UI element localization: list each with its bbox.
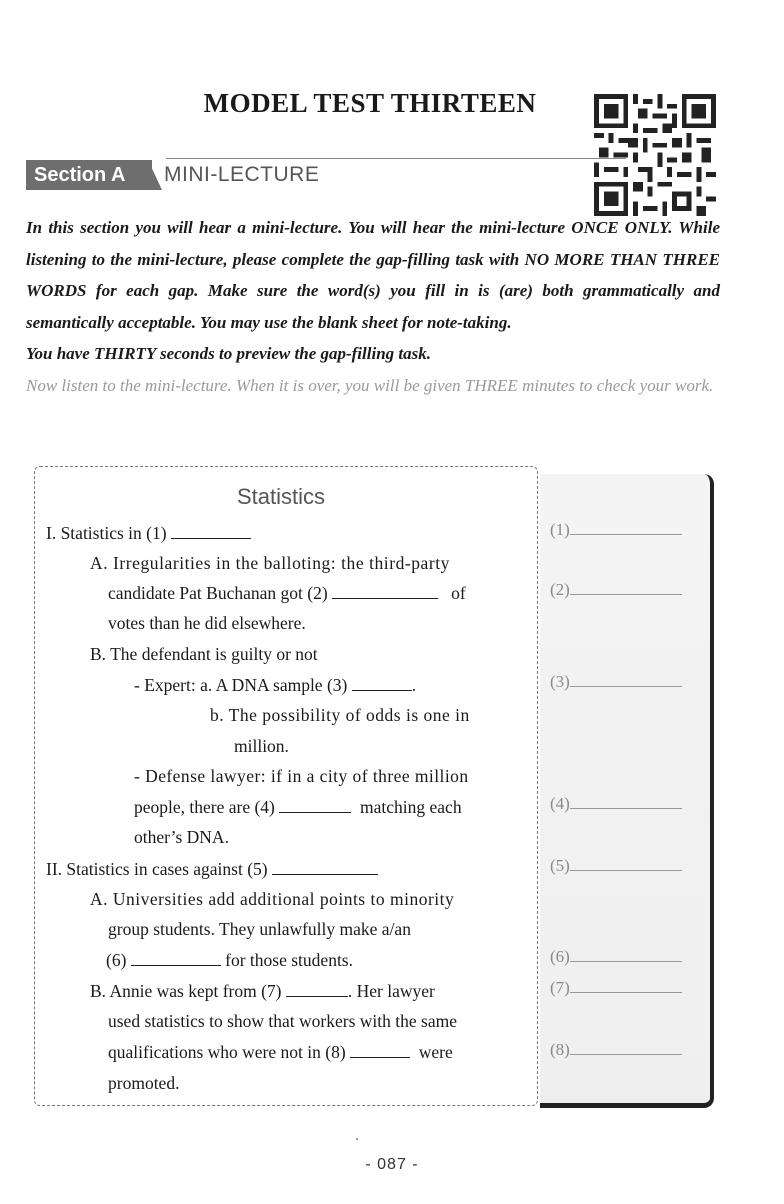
answer-slot[interactable] <box>550 1038 682 1062</box>
outline-line <box>108 581 466 605</box>
outline-text: of <box>451 583 466 603</box>
outline-line <box>106 948 353 972</box>
answer-slot[interactable] <box>550 518 682 542</box>
answer-label: (4) <box>550 794 570 813</box>
outline-text: qualifications who were not in (8) <box>108 1042 346 1062</box>
answer-label: (2) <box>550 580 570 599</box>
outline-line: B. The defendant is guilty or not <box>90 644 318 664</box>
outline-text: . <box>411 675 417 695</box>
answer-slot[interactable] <box>550 578 682 602</box>
gap-2[interactable] <box>332 582 438 599</box>
gap-5[interactable] <box>272 858 378 875</box>
gap-7[interactable] <box>286 980 348 997</box>
section-tag-slash <box>148 160 162 190</box>
outline-line: promoted. <box>108 1073 180 1093</box>
answer-label: (8) <box>550 1040 570 1059</box>
answer-label: (1) <box>550 520 570 539</box>
outline-text: - Expert: a. A DNA sample (3) <box>134 675 348 695</box>
answer-line <box>570 672 682 687</box>
outline-line: b. The possibility of odds is one in <box>210 705 470 725</box>
gap-6[interactable] <box>131 949 221 966</box>
outline-text: candidate Pat Buchanan got (2) <box>108 583 328 603</box>
outline-line <box>46 857 378 881</box>
outline-line <box>90 979 435 1003</box>
section-divider <box>166 158 626 159</box>
qr-code-icon <box>594 94 716 216</box>
answer-line <box>570 856 682 871</box>
gap-8[interactable] <box>350 1041 410 1058</box>
outline-line: A. Irregularities in the balloting: the third-party <box>90 553 450 573</box>
instructions-paragraph: In this section you will hear a mini-lecture. You will hear the mini-lecture ONCE ONLY. While listening to the mini-lecture, please complete the gap-filling task with NO MORE THAN THREE WORDS for each gap. Make sure the word(s) you fill in is (are) both grammatically and semantically acceptable. You may use the blank sheet for note-taking. <box>26 218 720 332</box>
answer-line <box>570 794 682 809</box>
instructions-listen: Now listen to the mini-lecture. When it is over, you will be given THREE minutes to check your work. <box>26 375 714 395</box>
outline-text: (6) <box>106 950 127 970</box>
answer-line <box>570 978 682 993</box>
gap-3[interactable] <box>352 674 412 691</box>
section-header <box>26 158 606 188</box>
outline-line: million. <box>234 736 289 756</box>
outline-title: Statistics <box>236 484 326 509</box>
outline-text: B. Annie was kept from (7) <box>90 981 282 1001</box>
answer-slot[interactable] <box>550 670 682 694</box>
outline-line: A. Universities add additional points to minority <box>90 889 455 909</box>
answer-panel <box>540 474 714 1108</box>
outline-line: - Defense lawyer: if in a city of three million <box>134 766 469 786</box>
page-number: - 087 - <box>365 1156 419 1173</box>
answer-label: (6) <box>550 947 570 966</box>
outline-text: were <box>418 1042 453 1062</box>
answer-label: (7) <box>550 978 570 997</box>
outline-line: other’s DNA. <box>134 827 229 847</box>
page-title: MODEL TEST THIRTEEN <box>203 88 537 118</box>
gap-1[interactable] <box>171 522 251 539</box>
answer-slot[interactable] <box>550 945 682 969</box>
outline-text: matching each <box>360 797 462 817</box>
answer-slot[interactable] <box>550 976 682 1000</box>
outline-line: used statistics to show that workers with the same <box>108 1011 457 1031</box>
outline-line <box>134 795 462 819</box>
outline-text: . Her lawyer <box>347 981 435 1001</box>
instructions <box>26 212 720 401</box>
section-name: MINI-LECTURE <box>164 163 320 186</box>
answer-line <box>570 1040 682 1055</box>
answer-slot[interactable] <box>550 854 682 878</box>
outline-text: I. Statistics in (1) <box>46 523 167 543</box>
answer-slot[interactable] <box>550 792 682 816</box>
page-dot <box>356 1138 358 1140</box>
outline-text: people, there are (4) <box>134 797 275 817</box>
gap-4[interactable] <box>279 796 351 813</box>
outline-line: votes than he did elsewhere. <box>108 613 306 633</box>
answer-line <box>570 947 682 962</box>
outline-line <box>108 1040 453 1064</box>
outline-line <box>46 521 251 545</box>
answer-label: (3) <box>550 672 570 691</box>
answer-line <box>570 520 682 535</box>
outline-text: II. Statistics in cases against (5) <box>46 859 268 879</box>
outline-line <box>134 673 416 697</box>
section-tag: Section A <box>26 160 152 190</box>
answer-label: (5) <box>550 856 570 875</box>
answer-line <box>570 580 682 595</box>
instructions-preview: You have THIRTY seconds to preview the gap-filling task. <box>26 344 431 363</box>
outline-line: group students. They unlawfully make a/an <box>108 919 411 939</box>
outline-text: for those students. <box>225 950 353 970</box>
